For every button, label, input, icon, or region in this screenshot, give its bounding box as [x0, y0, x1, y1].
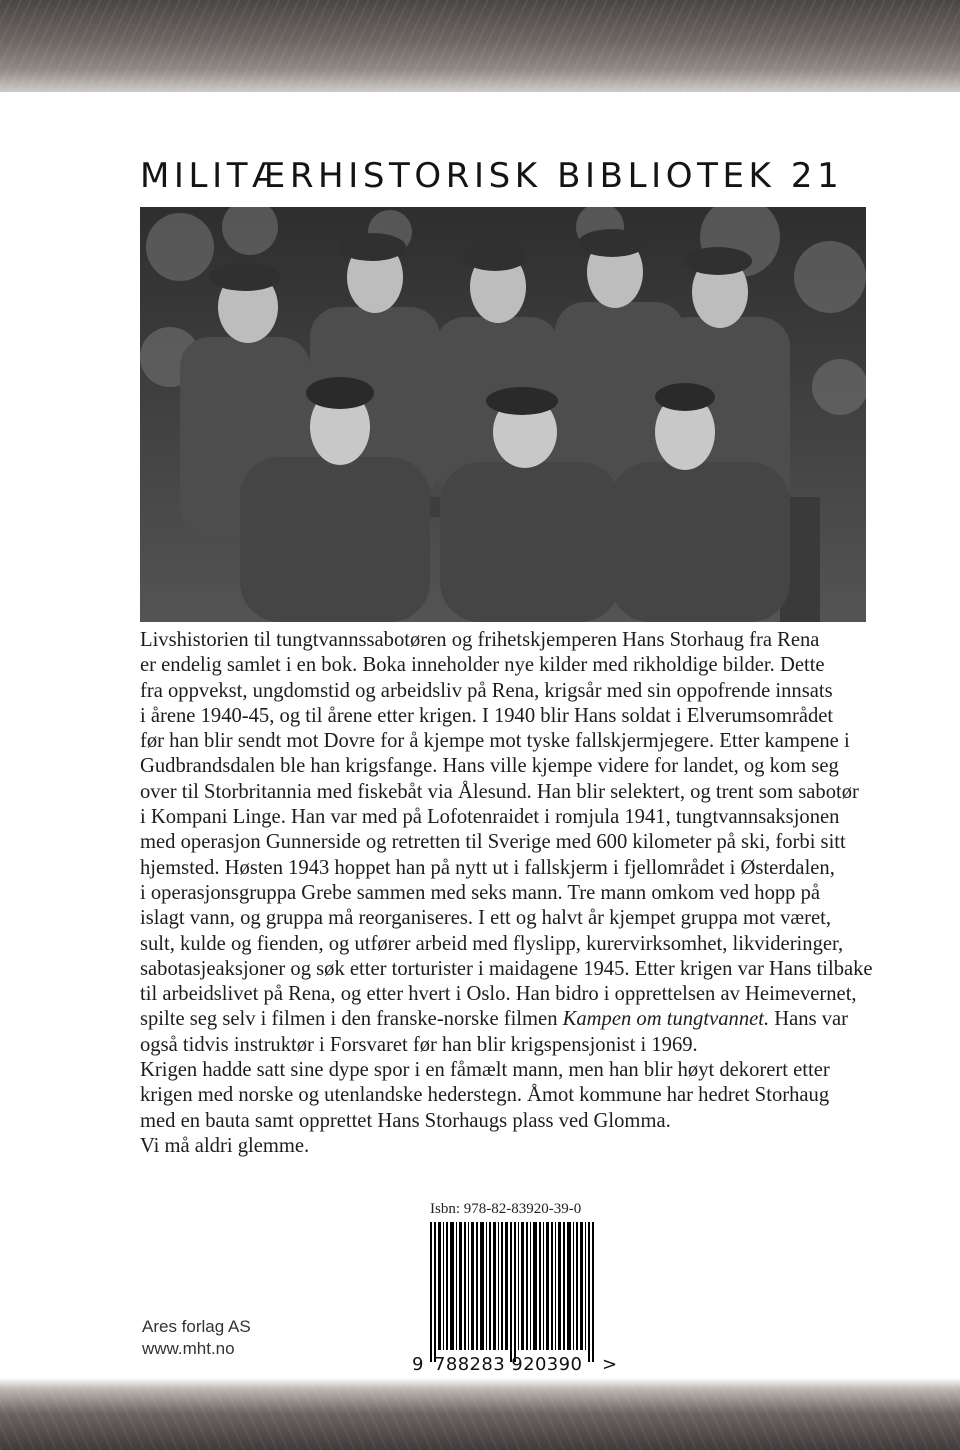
series-title: MILITÆRHISTORISK BIBLIOTEK 21	[140, 156, 844, 196]
barcode-first-digit: 9	[412, 1354, 424, 1375]
blurb-line: er endelig samlet i en bok. Boka inneholder nye kilder med rikholdige bilder. Dette	[140, 654, 825, 677]
blurb-line: i operasjonsgruppa Grebe sammen med seks mann. Tre mann omkom ved hopp på	[140, 881, 821, 904]
blurb-text: spilte seg selv i filmen i den franske-norske filmen	[140, 1008, 563, 1031]
barcode-digits: 788283 920390	[434, 1354, 583, 1375]
blurb-line: i Kompani Linge. Han var med på Lofotenraidet i romjula 1941, tungtvannsaksjonen	[140, 806, 840, 829]
blurb-line: Livshistorien til tungtvannssabotøren og frihetskjemperen Hans Storhaug fra Rena	[140, 629, 820, 651]
closing-line: krigen med norske og utenlandske hederstegn. Åmot kommune har hedret Storhaug	[140, 1084, 830, 1107]
closing-line: Krigen hadde satt sine dype spor i en fåmælt mann, men han blir høyt dekorert etter	[140, 1059, 830, 1082]
blurb-line: til arbeidslivet på Rena, og etter hvert i Oslo. Han bidro i opprettelsen av Heimevernet,	[140, 983, 857, 1006]
closing-line: med en bauta samt opprettet Hans Storhaugs plass ved Glomma.	[140, 1109, 671, 1132]
blurb-line: hjemsted. Høsten 1943 hoppet han på nytt ut i fallskjerm i fjellområdet i Østerdalen,	[140, 856, 835, 879]
back-cover-blurb	[140, 628, 876, 1159]
blurb-line: over til Storbritannia med fiskebåt via Ålesund. Han blir selektert, og trent som sabotør	[140, 780, 859, 803]
publisher-name: Ares forlag AS	[142, 1317, 251, 1336]
blurb-line: fra oppvekst, ungdomstid og arbeidsliv på Rena, krigsår med sin oppofrende innsats	[140, 679, 833, 702]
blurb-line: sult, kulde og fienden, og utfører arbeid med flyslipp, kurervirksomhet, likvideringer,	[140, 932, 844, 955]
publisher-url: www.mht.no	[142, 1339, 235, 1358]
isbn-label: Isbn: 978-82-83920-39-0	[430, 1201, 582, 1217]
final-line: Vi må aldri glemme.	[140, 1134, 310, 1157]
top-decorative-band	[0, 0, 960, 92]
blurb-line: med operasjon Gunnerside og retretten til Sverige med 600 kilometer på ski, forbi sitt	[140, 831, 846, 854]
blurb-line: sabotasjeaksjoner og søk etter torturister i maidagene 1945. Etter krigen var Hans tilbake	[140, 957, 873, 980]
blurb-line: Gudbrandsdalen ble han krigsfange. Hans ville kjempe videre for landet, og kom seg	[140, 755, 839, 778]
barcode-arrow: >	[602, 1354, 618, 1375]
film-title: Kampen om tungtvannet.	[562, 1008, 770, 1031]
blurb-text: Hans var	[769, 1008, 849, 1031]
publisher-info	[142, 1316, 251, 1360]
blurb-line: også tidvis instruktør i Forsvaret før han blir krigspensjonist i 1969.	[140, 1033, 698, 1056]
group-photo-illustration	[140, 207, 866, 622]
isbn-barcode	[412, 1222, 632, 1374]
blurb-line: før han blir sendt mot Dovre for å kjempe mot tyske fallskjermjegere. Etter kampene i	[140, 730, 850, 753]
blurb-line: i årene 1940-45, og til årene etter krigen. I 1940 blir Hans soldat i Elverumsområdet	[140, 704, 834, 727]
bottom-decorative-band	[0, 1378, 960, 1450]
group-photo	[140, 207, 866, 622]
blurb-line: islagt vann, og gruppa må reorganiseres. I ett og halvt år kjempet gruppa mot været,	[140, 907, 832, 930]
blurb-line-film	[140, 1007, 876, 1032]
barcode-bars	[430, 1222, 600, 1362]
